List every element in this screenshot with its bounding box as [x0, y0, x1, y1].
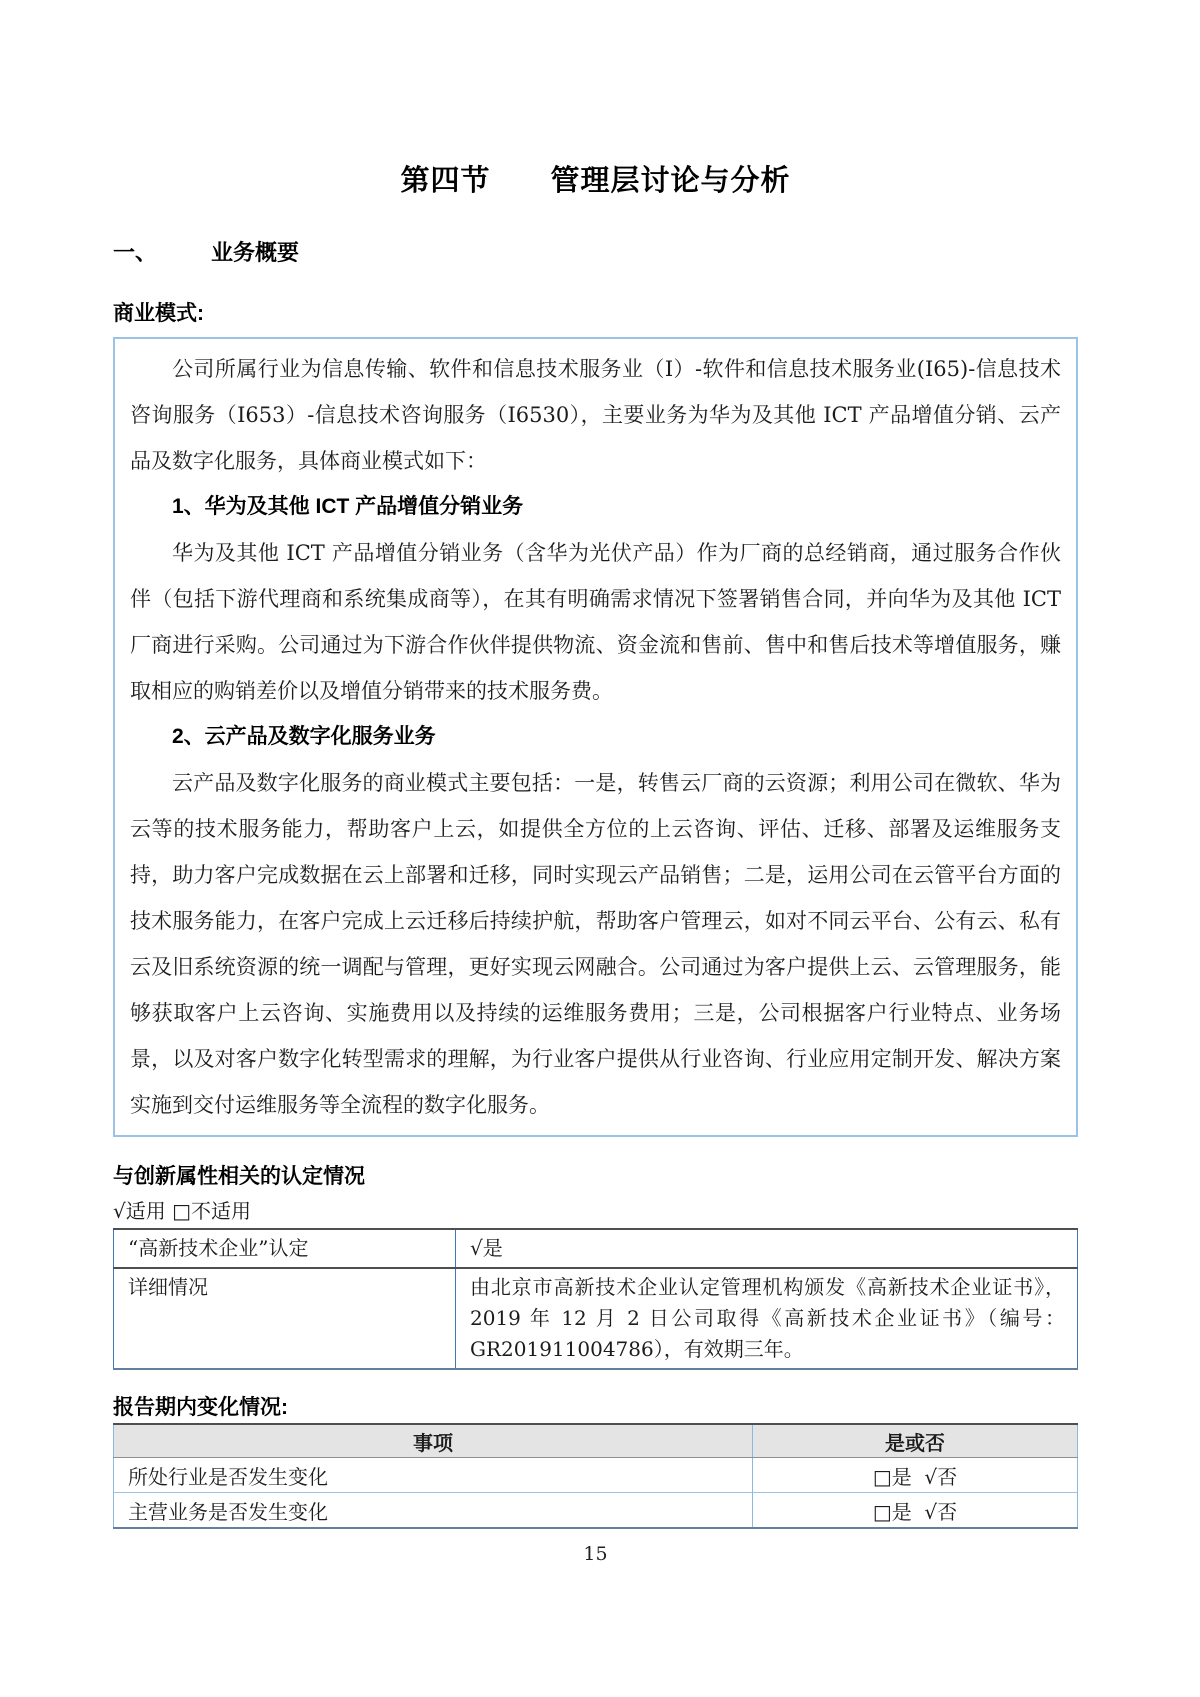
paragraph: 公司所属行业为信息传输、软件和信息技术服务业（I）-软件和信息技术服务业(I65)-信息技术咨询服务（I653）-信息技术咨询服务（I6530），主要业务为华为及其他 ICT 产品增值分销、云产品及数字化服务，具体商业模式如下： [130, 357, 1061, 473]
subheading-cloud: 2、云产品及数字化服务业务 [172, 725, 436, 748]
changes-table [113, 1423, 1078, 1529]
business-model-box [113, 337, 1078, 1137]
business-model-label: 商业模式: [113, 302, 204, 325]
page-title: 第四节 管理层讨论与分析 [400, 165, 791, 197]
innovation-row-value: √是 [456, 1229, 1078, 1268]
change-answer: □是 √否 [753, 1493, 1078, 1529]
paragraph: 华为及其他 ICT 产品增值分销业务（含华为光伏产品）作为厂商的总经销商，通过服务合作伙伴（包括下游代理商和系统集成商等），在其有明确需求情况下签署销售合同，并向华为及其他 ICT 厂商进行采购。公司通过为下游合作伙伴提供物流、资金流和售前、售中和售后技术等增值服务，赚取相应的购销差价以及增值分销带来的技术服务费。 [130, 541, 1061, 703]
column-header-item: 事项 [114, 1424, 753, 1458]
page-number: 15 [583, 1543, 608, 1565]
table-row [114, 1268, 1078, 1369]
paragraph: 云产品及数字化服务的商业模式主要包括：一是，转售云厂商的云资源；利用公司在微软、华为云等的技术服务能力，帮助客户上云，如提供全方位的上云咨询、评估、迁移、部署及运维服务支持，助力客户完成数据在云上部署和迁移，同时实现云产品销售；二是，运用公司在云管平台方面的技术服务能力，在客户完成上云迁移后持续护航，帮助客户管理云，如对不同云平台、公有云、私有云及旧系统资源的统一调配与管理，更好实现云网融合。公司通过为客户提供上云、云管理服务，能够获取客户上云咨询、实施费用以及持续的运维服务费用；三是，公司根据客户行业特点、业务场景，以及对客户数字化转型需求的理解，为行业客户提供从行业咨询、行业应用定制开发、解决方案实施到交付运维服务等全流程的数字化服务。 [130, 771, 1061, 1117]
innovation-row-value: 由北京市高新技术企业认定管理机构颁发《高新技术企业证书》，2019 年 12 月 2 日公司取得《高新技术企业证书》（编号：GR201911004786），有效期三年。 [456, 1268, 1078, 1369]
innovation-row-label: “高新技术企业”认定 [128, 1236, 309, 1260]
column-header-yes-no: 是或否 [753, 1424, 1078, 1458]
table-row [114, 1493, 1078, 1529]
table-header-row [114, 1424, 1078, 1458]
innovation-row-label: 详细情况 [128, 1275, 208, 1299]
change-answer: □是 √否 [753, 1458, 1078, 1493]
innovation-table [113, 1228, 1078, 1370]
section-heading [113, 236, 1078, 267]
change-item: 所处行业是否发生变化 [128, 1464, 328, 1489]
section-title: 业务概要 [211, 240, 300, 265]
innovation-heading: 与创新属性相关的认定情况 [113, 1165, 365, 1188]
subheading-distribution: 1、华为及其他 ICT 产品增值分销业务 [172, 495, 524, 518]
table-row [114, 1229, 1078, 1268]
change-item: 主营业务是否发生变化 [114, 1493, 753, 1529]
table-row [114, 1458, 1078, 1493]
changes-heading: 报告期内变化情况: [113, 1396, 288, 1419]
applicability-checkboxes: √适用 □不适用 [113, 1199, 251, 1223]
section-number: 一、 [113, 240, 158, 265]
